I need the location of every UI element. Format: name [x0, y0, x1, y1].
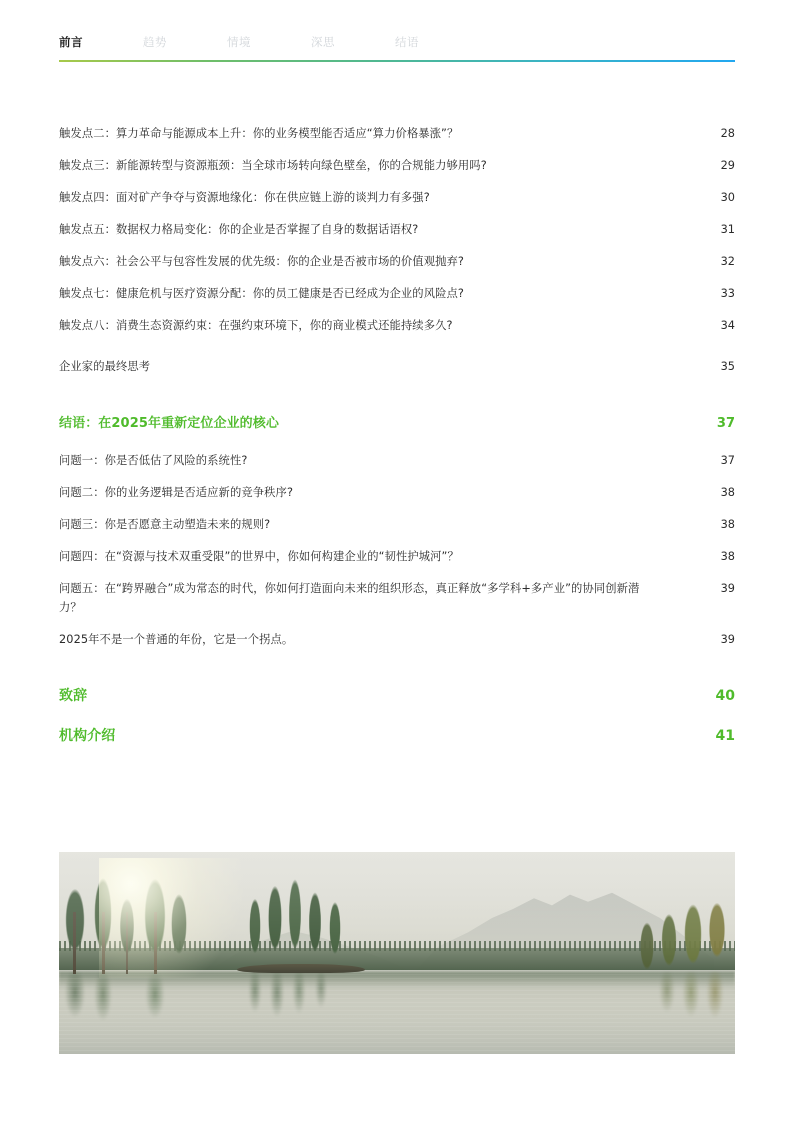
nav-tab-3[interactable]: 深思 — [311, 35, 335, 49]
photo-right-trees — [631, 878, 735, 980]
table-of-contents — [59, 124, 735, 765]
photo-island-shore — [237, 964, 365, 973]
toc-entry[interactable] — [59, 357, 735, 376]
toc-entry-page: 39 — [720, 633, 735, 646]
toc-entry-page: 34 — [720, 319, 735, 332]
toc-entry-page: 29 — [720, 159, 735, 172]
toc-entry[interactable] — [59, 220, 735, 239]
toc-entry-page: 38 — [720, 518, 735, 531]
toc-entry-title: 2025年不是一个普通的年份，它是一个拐点。 — [59, 633, 294, 646]
toc-entry-page: 37 — [720, 454, 735, 467]
photo-left-tree-trunks — [59, 912, 191, 974]
toc-entry[interactable] — [59, 579, 735, 617]
toc-entry-title: 触发点三：新能源转型与资源瓶颈：当全球市场转向绿色壁垒，你的合规能力够用吗? — [59, 159, 487, 172]
toc-entry-title: 触发点八：消费生态资源约束：在强约束环境下，你的商业模式还能持续多久? — [59, 319, 453, 332]
nav-gradient-divider — [59, 60, 735, 62]
toc-entry-title: 问题三：你是否愿意主动塑造未来的规则? — [59, 518, 271, 531]
toc-entry-page: 39 — [720, 582, 735, 595]
toc-heading-conclusion[interactable] — [59, 414, 735, 434]
toc-entry-page: 32 — [720, 255, 735, 268]
photo-water-shimmer — [59, 970, 735, 1054]
toc-entry-title: 触发点四：面对矿产争夺与资源地缘化：你在供应链上游的谈判力有多强? — [59, 191, 430, 204]
toc-section-about[interactable] — [59, 725, 735, 747]
toc-entry-page: 38 — [720, 550, 735, 563]
toc-entry[interactable] — [59, 515, 735, 534]
toc-entry[interactable] — [59, 284, 735, 303]
toc-entry-page: 30 — [720, 191, 735, 204]
toc-entry[interactable] — [59, 156, 735, 175]
nav-tab-2[interactable]: 情境 — [227, 35, 251, 49]
toc-entry-page: 35 — [720, 360, 735, 373]
toc-entry-page: 41 — [715, 728, 735, 744]
top-nav — [59, 33, 735, 55]
toc-entry-title: 问题五：在“跨界融合”成为常态的时代，你如何打造面向未来的组织形态，真正释放“多学科+多产业”的协同创新潜力？ — [59, 582, 640, 614]
toc-entry[interactable] — [59, 483, 735, 502]
nav-tab-1[interactable]: 趋势 — [143, 35, 167, 49]
toc-entry-title: 触发点五：数据权力格局变化：你的企业是否掌握了自身的数据话语权? — [59, 223, 419, 236]
toc-entry-page: 37 — [716, 416, 735, 431]
landscape-photo — [59, 852, 735, 1054]
toc-entry-title: 问题四：在“资源与技术双重受限”的世界中，你如何构建企业的“韧性护城河”？ — [59, 550, 459, 563]
toc-entry-title: 问题二：你的业务逻辑是否适应新的竞争秩序? — [59, 486, 294, 499]
toc-entry-title: 触发点七：健康危机与医疗资源分配：你的员工健康是否已经成为企业的风险点? — [59, 287, 464, 300]
nav-tab-4[interactable]: 结语 — [395, 35, 419, 49]
toc-entry-title: 触发点二：算力革命与能源成本上升：你的业务模型能否适应“算力价格暴涨”？ — [59, 127, 459, 140]
toc-entry-title: 致辞 — [59, 688, 88, 704]
toc-entry[interactable] — [59, 124, 735, 143]
toc-entry-title: 企业家的最终思考 — [59, 360, 151, 373]
toc-entry-page: 38 — [720, 486, 735, 499]
photo-island-trees — [245, 864, 353, 974]
toc-entry-title: 触发点六：社会公平与包容性发展的优先级：你的企业是否被市场的价值观抛弃? — [59, 255, 464, 268]
toc-entry[interactable] — [59, 547, 735, 566]
toc-entry[interactable] — [59, 630, 735, 649]
toc-section-speech[interactable] — [59, 685, 735, 707]
toc-entry-page: 33 — [720, 287, 735, 300]
toc-entry[interactable] — [59, 188, 735, 207]
toc-entry-title: 问题一：你是否低估了风险的系统性? — [59, 454, 248, 467]
nav-tab-0[interactable]: 前言 — [59, 35, 83, 49]
toc-entry[interactable] — [59, 316, 735, 335]
toc-entry-page: 40 — [715, 688, 735, 704]
toc-entry-title: 结语：在2025年重新定位企业的核心 — [59, 416, 279, 431]
toc-entry-title: 机构介绍 — [59, 728, 116, 744]
toc-entry-page: 28 — [720, 127, 735, 140]
toc-entry-page: 31 — [720, 223, 735, 236]
toc-entry[interactable] — [59, 252, 735, 271]
toc-entry[interactable] — [59, 451, 735, 470]
